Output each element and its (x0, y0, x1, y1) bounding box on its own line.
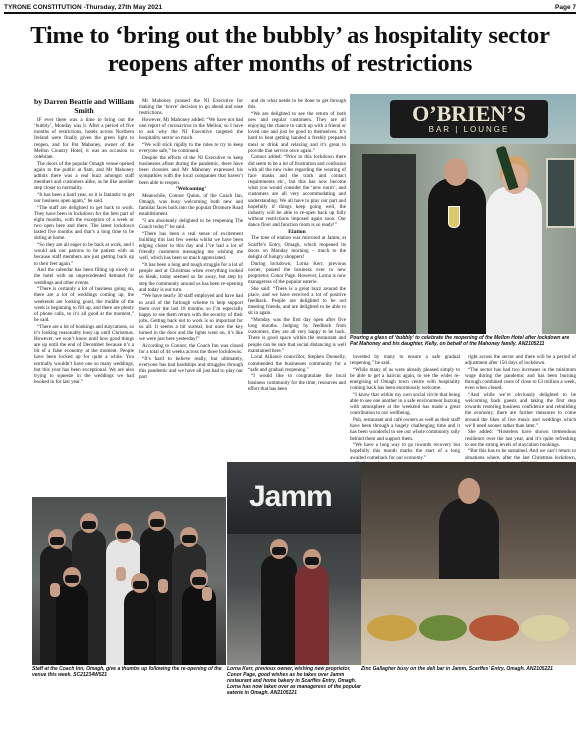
article-paragraph: “I would like to congratulate the local business community for the time, resources and effort that has been (248, 373, 346, 392)
article-paragraph: And the calendar has been filling up nicely at the hotel with an unprecedented demand for weddings and other events. (34, 267, 134, 286)
article-paragraph: She said: “There is a great buzz around the place, and we have received a lot of positive feedback. People are delighted to be out meeting friends, and are delighted to be able to sit in again. (248, 285, 346, 317)
header-publication-date: TYRONE CONSTITUTION -Thursday, 27th May 2021 (4, 3, 163, 11)
article-paragraph: “We have a long way to go towards recovery but hopefully this month marks the start of a long awaited comeback for our economy.” (350, 442, 460, 461)
subhead-elation: Elation (288, 228, 306, 235)
article-paragraph: During lockdown, Lorna Kerr, previous owner, passed the business over to new proprietor, Conor Page. However, Lorna is now manageress of the popular eaterie. (248, 260, 346, 286)
pub-sign-subtitle: BAR | LOUNGE (428, 125, 510, 134)
article-paragraph: Pub, restaurant and café owners as well as their staff have been through a hugely challenging time and it has been wonderful to see our whole community rally behind them and support them. (350, 417, 460, 442)
pub-sign-name: O’BRIEN’S (412, 101, 526, 126)
food-dish (469, 615, 519, 641)
article-paragraph: and do what needs to be done to get through this. (248, 98, 346, 111)
article-paragraph: However, Mr Mahoney added: “We have not had one report of coronavirus in the Mellon, so I have to ask why the NI Executive targeted the hospitality sector so much. (139, 116, 243, 142)
article-paragraph: “We are delighted to see the return of both new and regular customers. They are all enjoying the chance to catch up with a friend or loved one and just be good to themselves. It’s hard to beat getting handed a freshly prepared meal or drink and relaxing and it’s great to provide that service once again.” (248, 110, 346, 154)
photo-jamm-shopfront (227, 462, 361, 665)
article-paragraph: “It’s hard to believe really, but ultimately, everyone has had hardships and struggles through this pandemic and we have all just had to play our part (139, 355, 243, 381)
article-paragraph: “There is certainly a lot of business going on, there are a lot of weddings coming up, the weekends are looking good, the middle of the week is beginning to fill up, and there are plenty of phone calls, so it’s all good at the moment,” he said. (34, 286, 134, 323)
food-dish (521, 615, 569, 641)
person-lorna-kerr (295, 565, 329, 665)
article-column-5 (465, 354, 576, 460)
header-page-number: Page 7 (555, 3, 576, 11)
thumbs-up-icon (202, 587, 212, 601)
article-paragraph: According to Connor, the Coach Inn was closed for a total of 44 weeks across the three lockdowns. (139, 343, 243, 356)
article-paragraph: “There are a lot of bookings and staycations, so it’s looking reasonably busy up until Christmas. However, we won’t know until how good things are up until the end of December because it’s a bit of a false economy at the moment. People have been locked up for quite a while. You normally wouldn’t have one so many weddings, but this year has been exceptional. We are also trying to squeeze in the weddings we had booked in for last year.” (34, 323, 134, 386)
food-dish (367, 615, 417, 641)
thumbs-up-icon (50, 583, 60, 597)
article-paragraph: “I am absolutely delighted to be reopening The Coach today!” he said. (139, 217, 243, 231)
article-paragraph: Mr Mahoney praised the NI Executive for making the ‘brave’ decision to go ahead and ease restrictions. (139, 98, 243, 117)
food-dish (419, 615, 467, 641)
article-paragraph: The doors of the popular Omagh venue opened again to the public at 9am, and Mr Mahoney admits there was a real buzz amongst staff members and customers alike, as he like another step closer to normality. (34, 160, 134, 192)
caption-deli-photo: Zinc Gallagher busy on the deli bar in Jamm, Scarffes’ Entry, Omagh. AN2105221 (361, 666, 553, 672)
article-paragraph: “There has been a real sense of excitement building this last few weeks whilst we have been edging closer to this day and I’ve had a lot of friendly customers messaging me wishing me well, which has been so much appreciated. (139, 230, 243, 262)
article-paragraph: IF ever there was a time to bring out the ‘bubbly’, Monday was it. After a period of five months of restrictions, hotels across Northern Ireland were finally given the green light to reopen, and for Pat Mahoney, owner of the Mellon Country Hotel, it was an occasion to celebrate. (34, 117, 134, 160)
staff-member (124, 589, 156, 665)
caption-staff-photo: Staff at the Coach Inn, Omagh, give a thumbs up following the re-opening of the venue this week. SC21234W521 (32, 666, 222, 678)
article-paragraph: “While many of us were already pleased simply to be able to get a haircut again, to see the wider re-energising of Omagh town centre with hospitality coming back has been enormously welcome. (350, 366, 460, 392)
article-column-2 (139, 98, 243, 494)
article-column-1 (34, 98, 134, 494)
article-paragraph: The tone of elation was mirrored at Jamm, at Scarffe’s Entry, Omagh, which reopened its doors on Monday morning – much to the delight of hungry shoppers! (248, 235, 346, 260)
caption-jamm-photo: Lorna Kerr, previous owner, wishing new proprietor, Conor Page, good wishes as he takes over Jamm restaurant and home bakery in Scarffes Entry, Omagh. Lorna has now taken over as manageress of the popular eaterie in Omagh. AN2105121 (227, 666, 361, 696)
article-paragraph: Meanwhile, Connor Quinn, of the Coach Inn, Omagh, was busy welcoming both new and familiar faces back into the popular Dromore Road establishment. (139, 192, 243, 218)
article-paragraph: “And while we’re obviously delighted to be welcoming back guests and taking the first step towards restoring business confidence and rebuilding the economy, there are further measures to come around the likes of live music and weddings which we’ll need sooner rather than later.” (465, 391, 576, 429)
caption-pub-photo: Pouring a glass of ‘bubbly’ to celebrate the reopening of the Mellon Hotel after lockdown are Pat Mahoney and his daughter, Kelly, on behalf of the Mahoney family. AN2105211 (350, 335, 570, 347)
article-paragraph: “So they are all eager to be back at work, and I would ask our patrons to be patient with us because staff members are just getting back up to their feet again.” (34, 242, 134, 267)
staff-member (56, 583, 88, 665)
thumbs-up-icon (116, 567, 126, 581)
thumbs-up-icon (158, 579, 168, 593)
article-paragraph: “It has been a long and tough struggle for a lot of people and at Christmas when everything looked so bleak, today seemed so far away, but step by step the community around us has been re-opening and today is our turn. (139, 262, 243, 293)
photo-jamm-deli-bar (361, 462, 576, 665)
article-paragraph: Local Alliance councillor, Stephen Donnelly, commended the businesses community for a “safe and gradual reopening.” (248, 354, 346, 373)
article-paragraph: right across the sector and there will be a period of adjustment after 150 days of lockdown. (465, 354, 576, 367)
article-paragraph: “The staff are delighted to get back to work. They have been in lockdown for the best part of eight months, with the exception of a week or two open here and there. The latest lockdown lasted five months and that’s a long time to be sitting at home. (34, 204, 134, 242)
pub-sign (390, 100, 548, 138)
article-paragraph: “Monday was the first day open after five long months. Judging by feedback from customers, they are all very happy to be back. There is good space within the restaurant and people can be sure that social distancing is well maintained here.” (248, 316, 346, 354)
article-column-4 (350, 354, 460, 460)
article-paragraph: “We have nearly 30 staff employed and have had to avail of the furlough scheme to help support them over the last 18 months, so I’m especially happy to see them return with the security of their jobs. Getting back out to work is so important for us all. It seems a bit surreal, but once the key turned in the door and the lights went on, it’s like we were just here yesterday!” (139, 293, 243, 343)
article-paragraph: “The sector has had two increases in the minimum wage during the pandemic and has been burning through combined costs of close to £3 million a week, even when closed. (465, 366, 576, 392)
article-paragraph: “It has been a hard year, so it is fantastic to get our business open again,” he said. (34, 191, 134, 205)
byline: by Darren Beattie and William Smith (34, 97, 134, 115)
photo-mellon-hotel-bubbly (350, 94, 576, 334)
pub-window (546, 158, 576, 228)
article-paragraph: “I know that within my own social circle that being able to see one another in a safe environment buzzing with atmosphere at the weekend has made a great contribution to our wellbeing. (350, 391, 460, 417)
article-paragraph: “But this has to be sustained. And we can’t return to situations where, after the last Christmas lockdown, (465, 448, 576, 461)
article-paragraph: Despite the efforts of the NI Executive to keep businesses afloat during the pandemic, there have been closures and Mr Mahoney expressed his sympathies with the local companies that haven’t been able to reopen. (139, 154, 243, 186)
article-paragraph: “We will stick rigidly to the rules to try to keep everyone safe,” he continued. (139, 142, 243, 155)
person-conor-page (261, 555, 297, 665)
article-paragraph: invested by many to ensure a safe gradual reopening,” he said. (350, 354, 460, 367)
pub-door (362, 154, 416, 334)
champagne-glass-icon (448, 206, 460, 228)
subhead-welcoming: ‘Welcoming’ (175, 186, 207, 193)
jamm-logo: Jamm (249, 480, 332, 513)
person-kelly-mahoney (486, 186, 542, 334)
person-pat-mahoney (428, 178, 486, 334)
photo-coach-inn-staff (32, 497, 226, 665)
article-column-3 (248, 98, 346, 460)
page-header (4, 2, 576, 12)
article-paragraph: Connor added: “Prior to this lockdown there did seem to be a lot of frustration and confusion with all the new rules regarding the wearing of face masks and the track and contact requirements etc., but this has now become what you would consider the ‘new norm’, and customers are all very accommodating and understanding. We all have to play our part and hopefully if things keep going well, the industry will be able to re-open back up fully without restrictions imposed again soon. Our dance floor and function room is so ready!” (248, 154, 346, 229)
article-paragraph: She added: “Hostelers have shown tremendous resilience over the last year, and it’s quite refreshing to see the strong levels of staycation bookings. (465, 429, 576, 448)
header-rule (4, 12, 576, 14)
headline: Time to ‘bring out the bubbly’ as hospitality sector reopens after months of restrictions (30, 22, 550, 77)
